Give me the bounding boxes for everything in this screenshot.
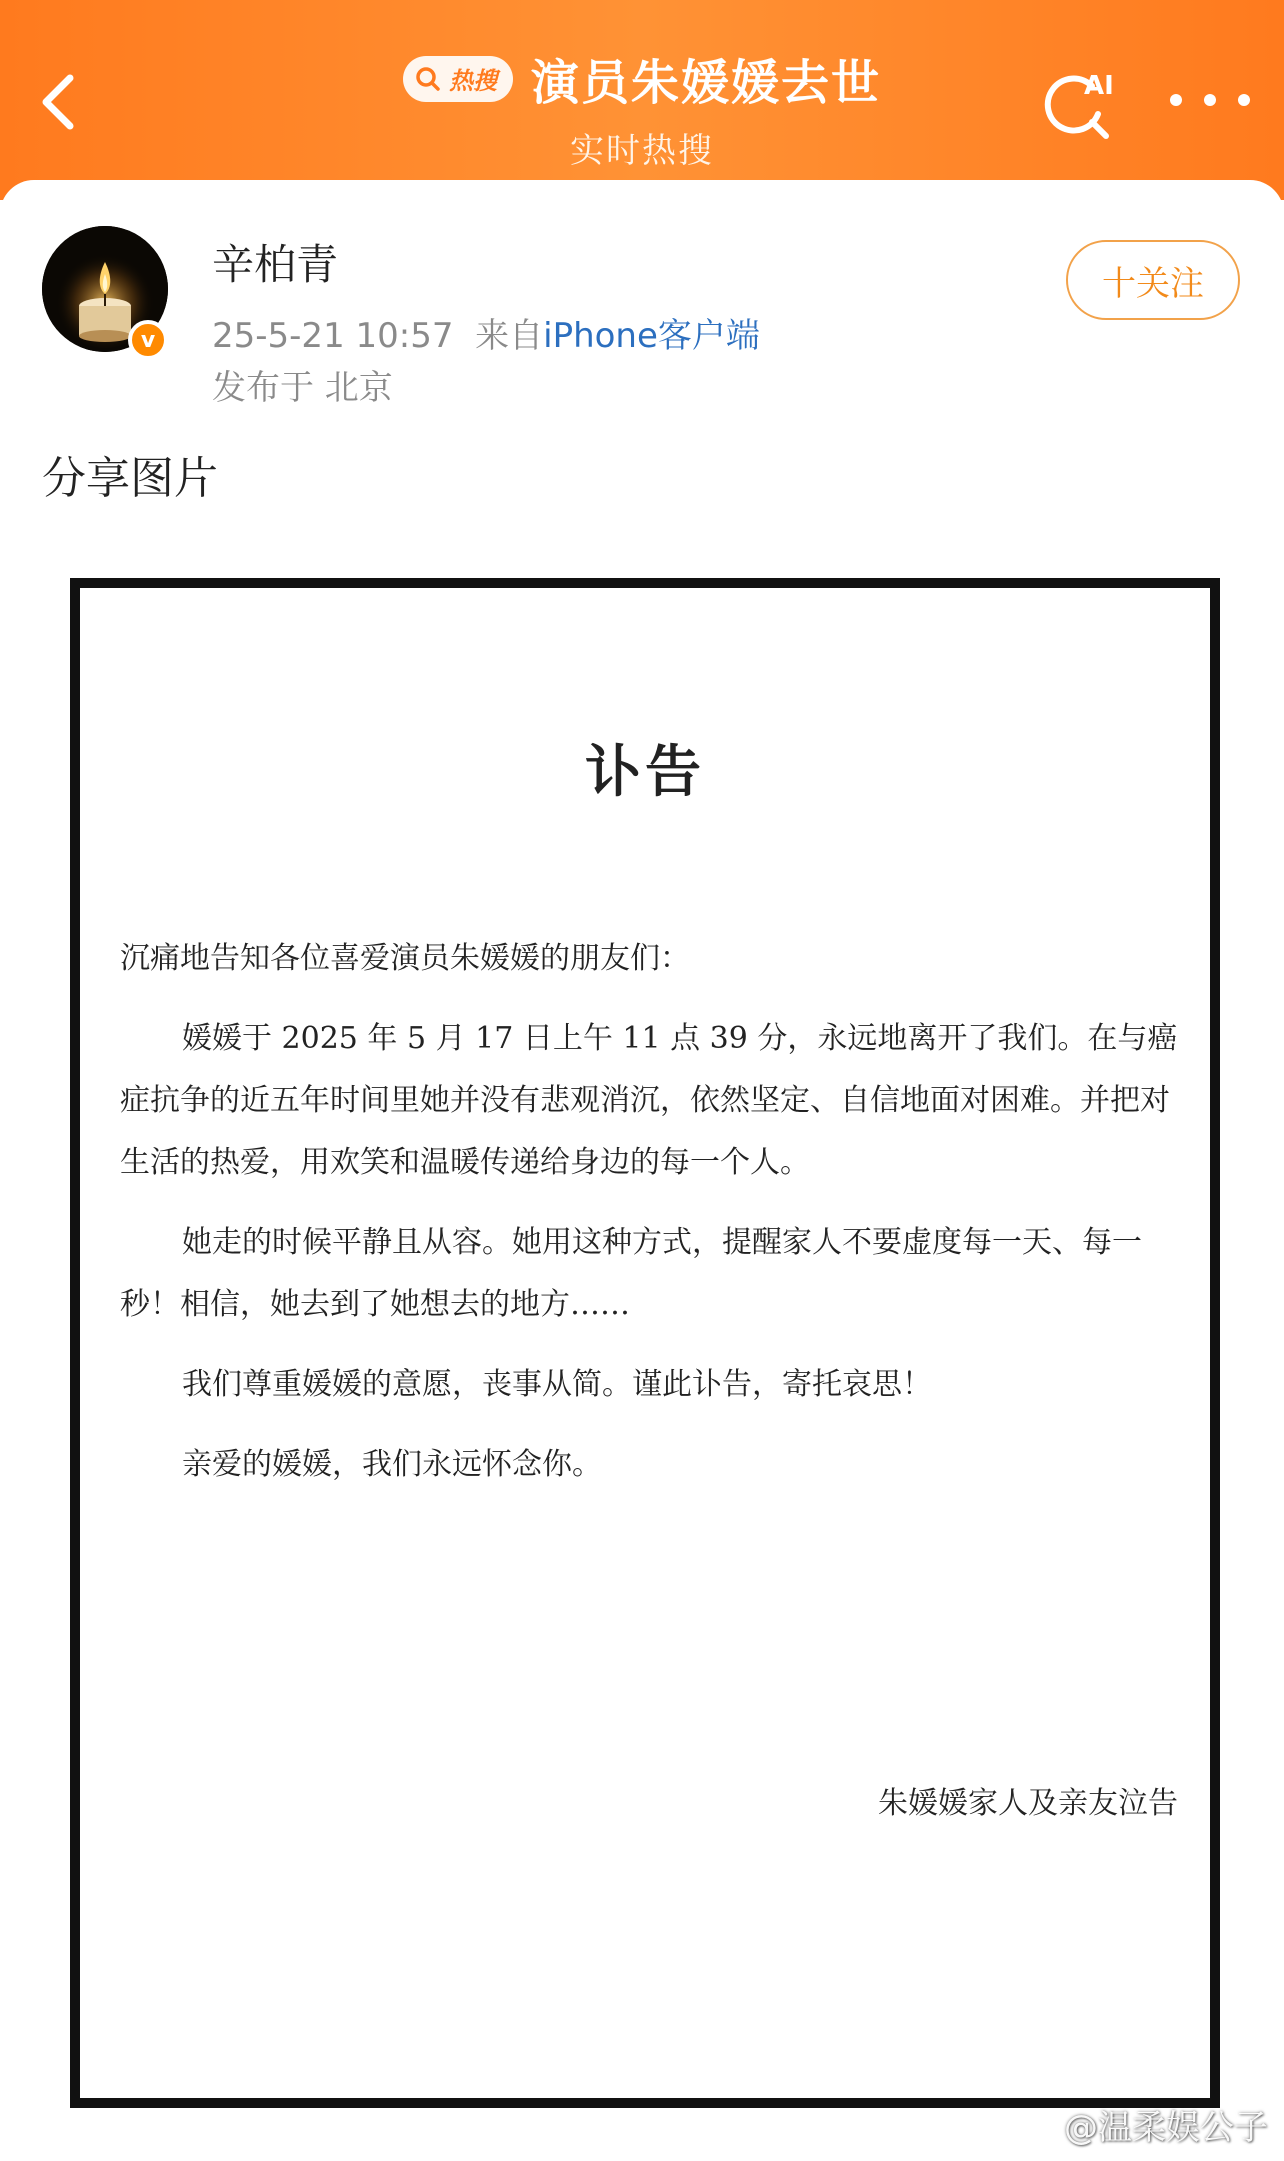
top-bar xyxy=(0,0,1284,200)
post-source-prefix: 来自 xyxy=(475,316,544,356)
post-client-link[interactable]: iPhone客户端 xyxy=(543,316,760,356)
more-button[interactable] xyxy=(1170,80,1250,120)
ai-search-button[interactable] xyxy=(1040,64,1120,144)
obituary-paragraph: 我们尊重媛媛的意愿，丧事从简。谨此讣告，寄托哀思！ xyxy=(182,1367,932,1402)
more-dot xyxy=(1238,94,1250,106)
follow-button[interactable]: 十关注 xyxy=(1066,240,1240,320)
post-time: 25-5-21 10:57 xyxy=(212,316,454,356)
verified-badge-icon: v xyxy=(128,320,168,360)
obituary-greeting: 沉痛地告知各位喜爱演员朱媛媛的朋友们： xyxy=(120,941,690,976)
obituary-paragraph: 媛媛于 2025 年 5 月 17 日上午 11 点 39 分，永远地离开了我们。在与癌症抗争的近五年时间里她并没有悲观消沉，依然坚定、自信地面对困难。并把对生活的热爱，用欢笑和温暖传递给身边的每一个人。 xyxy=(120,1021,1178,1180)
obituary-body xyxy=(120,928,1180,1514)
search-icon xyxy=(415,66,441,92)
hot-search-tag-label: 热搜 xyxy=(448,67,497,95)
obituary-paragraph: 亲爱的媛媛，我们永远怀念你。 xyxy=(182,1447,602,1482)
post-card xyxy=(0,180,1284,2161)
hot-search-tag[interactable] xyxy=(403,56,513,102)
obituary-signature: 朱媛媛家人及亲友泣告 xyxy=(878,1786,1178,1821)
post-location: 发布于 北京 xyxy=(212,368,393,408)
watermark: @温柔娱公子 xyxy=(1064,2108,1268,2148)
hot-search-subtitle: 实时热搜 xyxy=(570,131,714,171)
username[interactable]: 辛柏青 xyxy=(212,240,339,289)
more-dot xyxy=(1170,94,1182,106)
post-text: 分享图片 xyxy=(42,453,218,504)
ai-search-icon xyxy=(1040,64,1120,144)
obituary-title: 讣告 xyxy=(585,740,705,805)
ai-label: AI xyxy=(1084,71,1114,101)
post-meta xyxy=(212,308,760,357)
obituary-image[interactable] xyxy=(70,578,1220,2108)
hot-search-title: 演员朱媛媛去世 xyxy=(530,55,881,111)
obituary-paragraph: 她走的时候平静且从容。她用这种方式，提醒家人不要虚度每一天、每一秒！相信，她去到了她想去的地方…… xyxy=(120,1225,1142,1322)
more-dot xyxy=(1204,94,1216,106)
